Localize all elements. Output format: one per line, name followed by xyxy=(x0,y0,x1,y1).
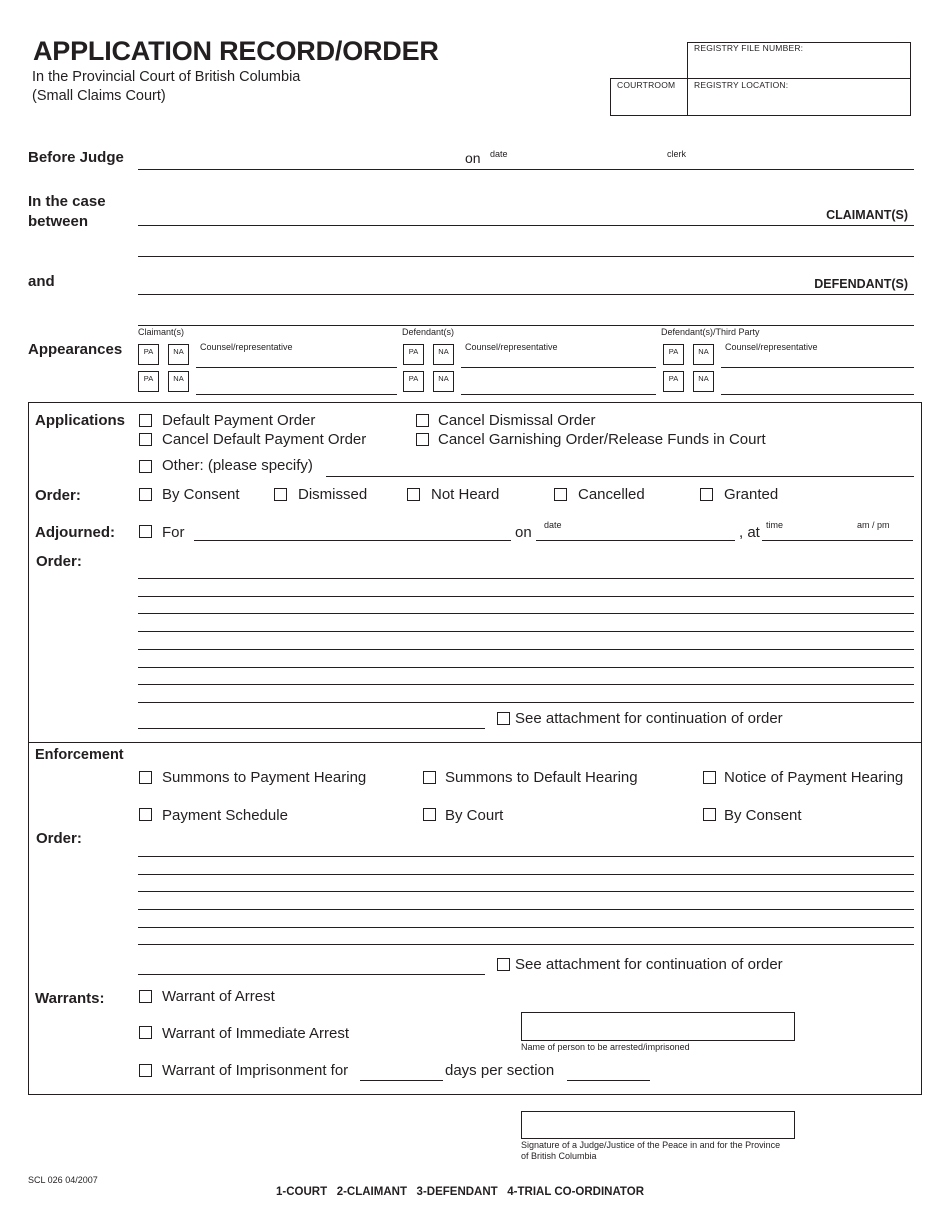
warrant-imprisonment-label: Warrant of Imprisonment for xyxy=(162,1062,349,1079)
counsel-line[interactable] xyxy=(461,394,656,395)
by-consent-label: By Consent xyxy=(162,486,240,503)
claimants-label: CLAIMANT(S) xyxy=(826,208,908,222)
order-line[interactable] xyxy=(138,578,914,579)
na-checkbox[interactable]: NA xyxy=(433,371,454,392)
adjourned-for-label: For xyxy=(162,524,185,541)
summons-payment-hearing-label: Summons to Payment Hearing xyxy=(162,769,367,786)
warrant-immediate-arrest-label: Warrant of Immediate Arrest xyxy=(162,1025,350,1042)
other-label: Other: (please specify) xyxy=(162,457,313,474)
not-heard-checkbox[interactable] xyxy=(407,488,420,501)
other-checkbox[interactable] xyxy=(139,460,152,473)
order-line[interactable] xyxy=(138,891,914,892)
order-line[interactable] xyxy=(138,944,914,945)
court-line-1: In the Provincial Court of British Columbia xyxy=(32,69,301,85)
order-label: Order: xyxy=(35,487,81,504)
notice-payment-hearing-checkbox[interactable] xyxy=(703,771,716,784)
pa-checkbox[interactable]: PA xyxy=(663,371,684,392)
appearances-top-line xyxy=(138,325,914,326)
pa-checkbox[interactable]: PA xyxy=(138,344,159,365)
adjourned-on-label: on xyxy=(515,524,532,541)
claimant-line[interactable] xyxy=(138,225,914,226)
enforcement-by-consent-checkbox[interactable] xyxy=(703,808,716,821)
na-checkbox[interactable]: NA xyxy=(168,344,189,365)
see-attachment-label: See attachment for continuation of order xyxy=(515,956,783,973)
other-specify-line[interactable] xyxy=(326,476,914,477)
warrant-arrest-label: Warrant of Arrest xyxy=(162,988,275,1005)
adjourned-date-line[interactable] xyxy=(536,540,735,541)
order-line[interactable] xyxy=(138,667,914,668)
na-checkbox[interactable]: NA xyxy=(693,344,714,365)
section-number-line[interactable] xyxy=(567,1080,650,1081)
cancel-garnishing-order-checkbox[interactable] xyxy=(416,433,429,446)
order-line[interactable] xyxy=(138,927,914,928)
imprisonment-days-line[interactable] xyxy=(360,1080,443,1081)
and-label: and xyxy=(28,273,55,290)
cancel-dismissal-order-checkbox[interactable] xyxy=(416,414,429,427)
section-divider xyxy=(28,742,922,743)
default-payment-order-label: Default Payment Order xyxy=(162,412,316,429)
form-id: SCL 026 04/2007 xyxy=(28,1175,98,1185)
pa-checkbox[interactable]: PA xyxy=(403,371,424,392)
not-heard-label: Not Heard xyxy=(431,486,500,503)
in-case-label-2: between xyxy=(28,213,89,230)
summons-payment-hearing-checkbox[interactable] xyxy=(139,771,152,784)
na-checkbox[interactable]: NA xyxy=(168,371,189,392)
cancel-garnishing-order-label: Cancel Garnishing Order/Release Funds in Court xyxy=(438,431,766,448)
blank-line[interactable] xyxy=(138,256,914,257)
order-line[interactable] xyxy=(138,649,914,650)
days-per-section-label: days per section xyxy=(445,1062,555,1079)
cancel-dismissal-order-label: Cancel Dismissal Order xyxy=(438,412,596,429)
order-line[interactable] xyxy=(138,684,914,685)
na-checkbox[interactable]: NA xyxy=(433,344,454,365)
counsel-caption: Counsel/representative xyxy=(465,342,558,352)
enforcement-by-consent-label: By Consent xyxy=(724,807,802,824)
registry-location-field[interactable] xyxy=(687,78,911,116)
form-title: APPLICATION RECORD/ORDER xyxy=(33,36,439,66)
counsel-line[interactable] xyxy=(721,367,914,368)
order-line[interactable] xyxy=(138,631,914,632)
signature-field[interactable] xyxy=(521,1111,795,1139)
default-payment-order-checkbox[interactable] xyxy=(139,414,152,427)
adjourned-time-line[interactable] xyxy=(762,540,913,541)
registry-file-number-field[interactable] xyxy=(687,42,911,79)
before-judge-line[interactable] xyxy=(138,169,914,170)
on-label: on xyxy=(465,150,481,166)
defendants-group-label: Defendant(s) xyxy=(402,327,455,337)
counsel-line[interactable] xyxy=(721,394,914,395)
order-line[interactable] xyxy=(138,728,485,729)
summons-default-hearing-label: Summons to Default Hearing xyxy=(445,769,638,786)
order-line[interactable] xyxy=(138,613,914,614)
adjourned-date-caption: date xyxy=(544,520,562,530)
courtroom-field[interactable] xyxy=(610,78,688,116)
ampm-caption: am / pm xyxy=(857,520,890,530)
pa-checkbox[interactable]: PA xyxy=(403,344,424,365)
arrested-person-name-field[interactable] xyxy=(521,1012,795,1041)
notice-payment-hearing-label: Notice of Payment Hearing xyxy=(724,769,904,786)
enforcement-label: Enforcement xyxy=(35,747,124,763)
see-attachment-checkbox[interactable] xyxy=(497,712,510,725)
granted-checkbox[interactable] xyxy=(700,488,713,501)
payment-schedule-label: Payment Schedule xyxy=(162,807,288,824)
order-line[interactable] xyxy=(138,909,914,910)
in-case-label-1: In the case xyxy=(28,193,106,210)
by-court-checkbox[interactable] xyxy=(423,808,436,821)
adjourned-at-label: , at xyxy=(739,524,760,541)
counsel-line[interactable] xyxy=(196,367,397,368)
courtroom-label: COURTROOM xyxy=(617,80,676,90)
counsel-caption: Counsel/representative xyxy=(200,342,293,352)
signature-caption-1: Signature of a Judge/Justice of the Peace in and for the Province xyxy=(521,1140,781,1150)
applications-label: Applications xyxy=(35,412,126,429)
cancelled-label: Cancelled xyxy=(578,486,645,503)
appearances-label: Appearances xyxy=(28,341,123,358)
na-checkbox[interactable]: NA xyxy=(693,371,714,392)
clerk-caption: clerk xyxy=(667,149,687,159)
cancel-default-payment-order-checkbox[interactable] xyxy=(139,433,152,446)
cancel-default-payment-order-label: Cancel Default Payment Order xyxy=(162,431,367,448)
payment-schedule-checkbox[interactable] xyxy=(139,808,152,821)
order-line[interactable] xyxy=(138,974,485,975)
dismissed-checkbox[interactable] xyxy=(274,488,287,501)
registry-location-label: REGISTRY LOCATION: xyxy=(694,80,789,90)
order-line[interactable] xyxy=(138,596,914,597)
counsel-caption: Counsel/representative xyxy=(725,342,818,352)
pa-checkbox[interactable]: PA xyxy=(138,371,159,392)
pa-checkbox[interactable]: PA xyxy=(663,344,684,365)
by-court-label: By Court xyxy=(445,807,504,824)
warrant-imprisonment-checkbox[interactable] xyxy=(139,1064,152,1077)
by-consent-checkbox[interactable] xyxy=(139,488,152,501)
see-attachment-label: See attachment for continuation of order xyxy=(515,710,783,727)
enforcement-order-label: Order: xyxy=(36,830,82,847)
court-line-2: (Small Claims Court) xyxy=(32,88,166,104)
before-judge-label: Before Judge xyxy=(28,149,124,166)
counsel-line[interactable] xyxy=(196,394,397,395)
counsel-line[interactable] xyxy=(461,367,656,368)
dismissed-label: Dismissed xyxy=(298,486,368,503)
third-party-group-label: Defendant(s)/Third Party xyxy=(661,327,760,337)
adjourned-for-checkbox[interactable] xyxy=(139,525,152,538)
adjourned-label: Adjourned: xyxy=(35,524,115,541)
date-caption: date xyxy=(490,149,508,159)
order-line[interactable] xyxy=(138,702,914,703)
order-text-label: Order: xyxy=(36,553,82,570)
granted-label: Granted xyxy=(724,486,779,503)
warrants-label: Warrants: xyxy=(35,990,105,1007)
arrested-person-caption: Name of person to be arrested/imprisoned xyxy=(521,1042,690,1052)
registry-file-number-label: REGISTRY FILE NUMBER: xyxy=(694,43,804,53)
warrant-arrest-checkbox[interactable] xyxy=(139,990,152,1003)
see-attachment-checkbox[interactable] xyxy=(497,958,510,971)
cancelled-checkbox[interactable] xyxy=(554,488,567,501)
claimants-group-label: Claimant(s) xyxy=(138,327,185,337)
distribution-list: 1-COURT 2-CLAIMANT 3-DEFENDANT 4-TRIAL CO-ORDINATOR xyxy=(276,1186,644,1198)
order-line[interactable] xyxy=(138,874,914,875)
adjourned-for-line[interactable] xyxy=(194,540,511,541)
order-line[interactable] xyxy=(138,856,914,857)
adjourned-time-caption: time xyxy=(766,520,784,530)
warrant-immediate-arrest-checkbox[interactable] xyxy=(139,1026,152,1039)
summons-default-hearing-checkbox[interactable] xyxy=(423,771,436,784)
signature-caption-2: of British Columbia xyxy=(521,1151,597,1161)
defendant-line[interactable] xyxy=(138,294,914,295)
defendants-label: DEFENDANT(S) xyxy=(814,277,908,291)
